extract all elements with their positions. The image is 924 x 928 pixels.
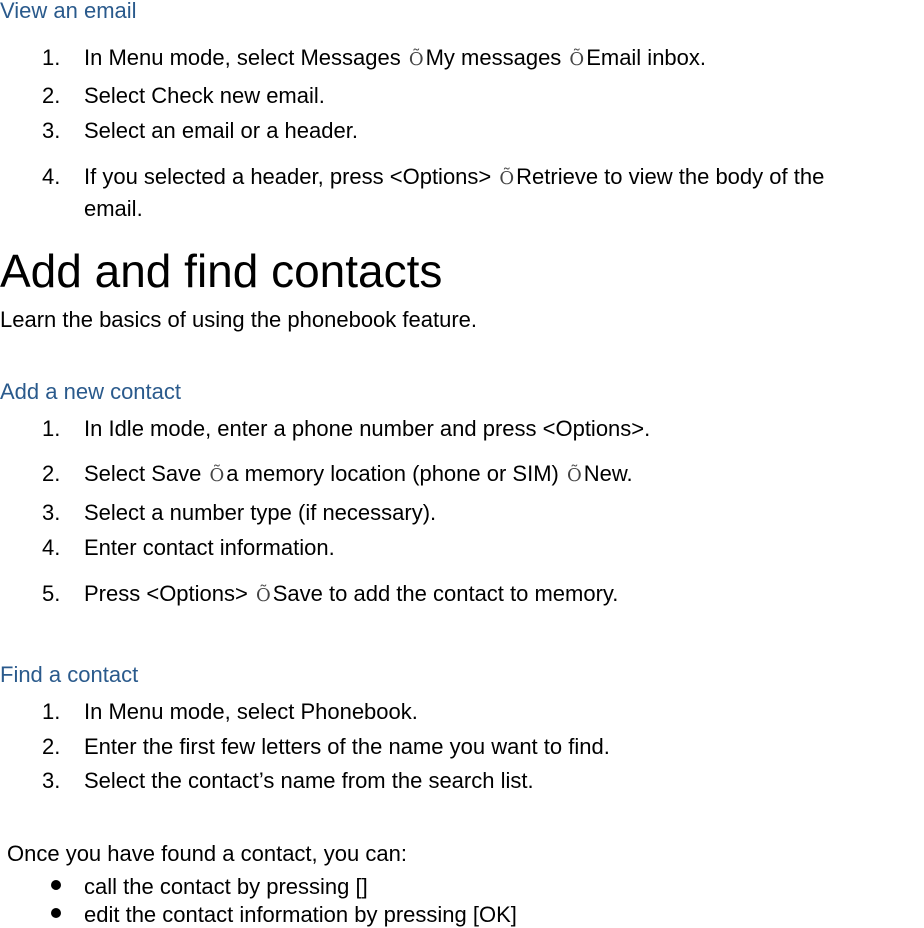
bullet-text: edit the contact information by pressing [OK] bbox=[84, 902, 517, 927]
step-number: 1. bbox=[42, 416, 61, 441]
step-text: Enter the first few letters of the name you want to find. bbox=[84, 734, 610, 759]
step-number: 2. bbox=[42, 461, 61, 486]
step-text-continuation: email. bbox=[84, 196, 143, 221]
arrow-icon: Õ bbox=[569, 49, 585, 70]
step-text: Select Check new email. bbox=[84, 83, 325, 108]
arrow-icon: Õ bbox=[255, 585, 271, 606]
step-text: In Menu mode, select Phonebook. bbox=[84, 699, 418, 724]
step-text: Select Save Õa memory location (phone or SIM) ÕNew. bbox=[84, 461, 633, 486]
bullet-icon bbox=[51, 908, 61, 918]
section-intro: Learn the basics of using the phonebook feature. bbox=[0, 307, 478, 332]
step-text: In Idle mode, enter a phone number and press <Options>. bbox=[84, 416, 651, 441]
step-number: 4. bbox=[42, 535, 61, 560]
arrow-icon: Õ bbox=[499, 168, 515, 189]
step-text: Select an email or a header. bbox=[84, 118, 358, 143]
step-number: 2. bbox=[42, 83, 61, 108]
subheading-add-contact: Add a new contact bbox=[0, 379, 182, 404]
after-found-lead: Once you have found a contact, you can: bbox=[7, 841, 407, 866]
step-number: 4. bbox=[42, 164, 61, 189]
step-text: If you selected a header, press <Options> ÕRetrieve to view the body of the bbox=[84, 164, 825, 189]
arrow-icon: Õ bbox=[566, 465, 582, 486]
step-text: Select a number type (if necessary). bbox=[84, 500, 437, 525]
step-text: Enter contact information. bbox=[84, 535, 335, 560]
step-number: 1. bbox=[42, 45, 61, 70]
step-number: 3. bbox=[42, 118, 61, 143]
page-title: Add and find contacts bbox=[0, 245, 443, 297]
step-number: 3. bbox=[42, 768, 61, 793]
subheading-view-email: View an email bbox=[0, 0, 137, 23]
step-number: 2. bbox=[42, 734, 61, 759]
bullet-icon bbox=[51, 880, 61, 890]
bullet-text: call the contact by pressing [] bbox=[84, 874, 368, 899]
step-text: In Menu mode, select Messages ÕMy messages ÕEmail inbox. bbox=[84, 45, 707, 70]
step-text: Press <Options> ÕSave to add the contact to memory. bbox=[84, 581, 619, 606]
step-text: Select the contact’s name from the search list. bbox=[84, 768, 534, 793]
step-number: 5. bbox=[42, 581, 61, 606]
arrow-icon: Õ bbox=[408, 49, 424, 70]
step-number: 3. bbox=[42, 500, 61, 525]
subheading-find-contact: Find a contact bbox=[0, 662, 139, 687]
step-number: 1. bbox=[42, 699, 61, 724]
arrow-icon: Õ bbox=[209, 465, 225, 486]
